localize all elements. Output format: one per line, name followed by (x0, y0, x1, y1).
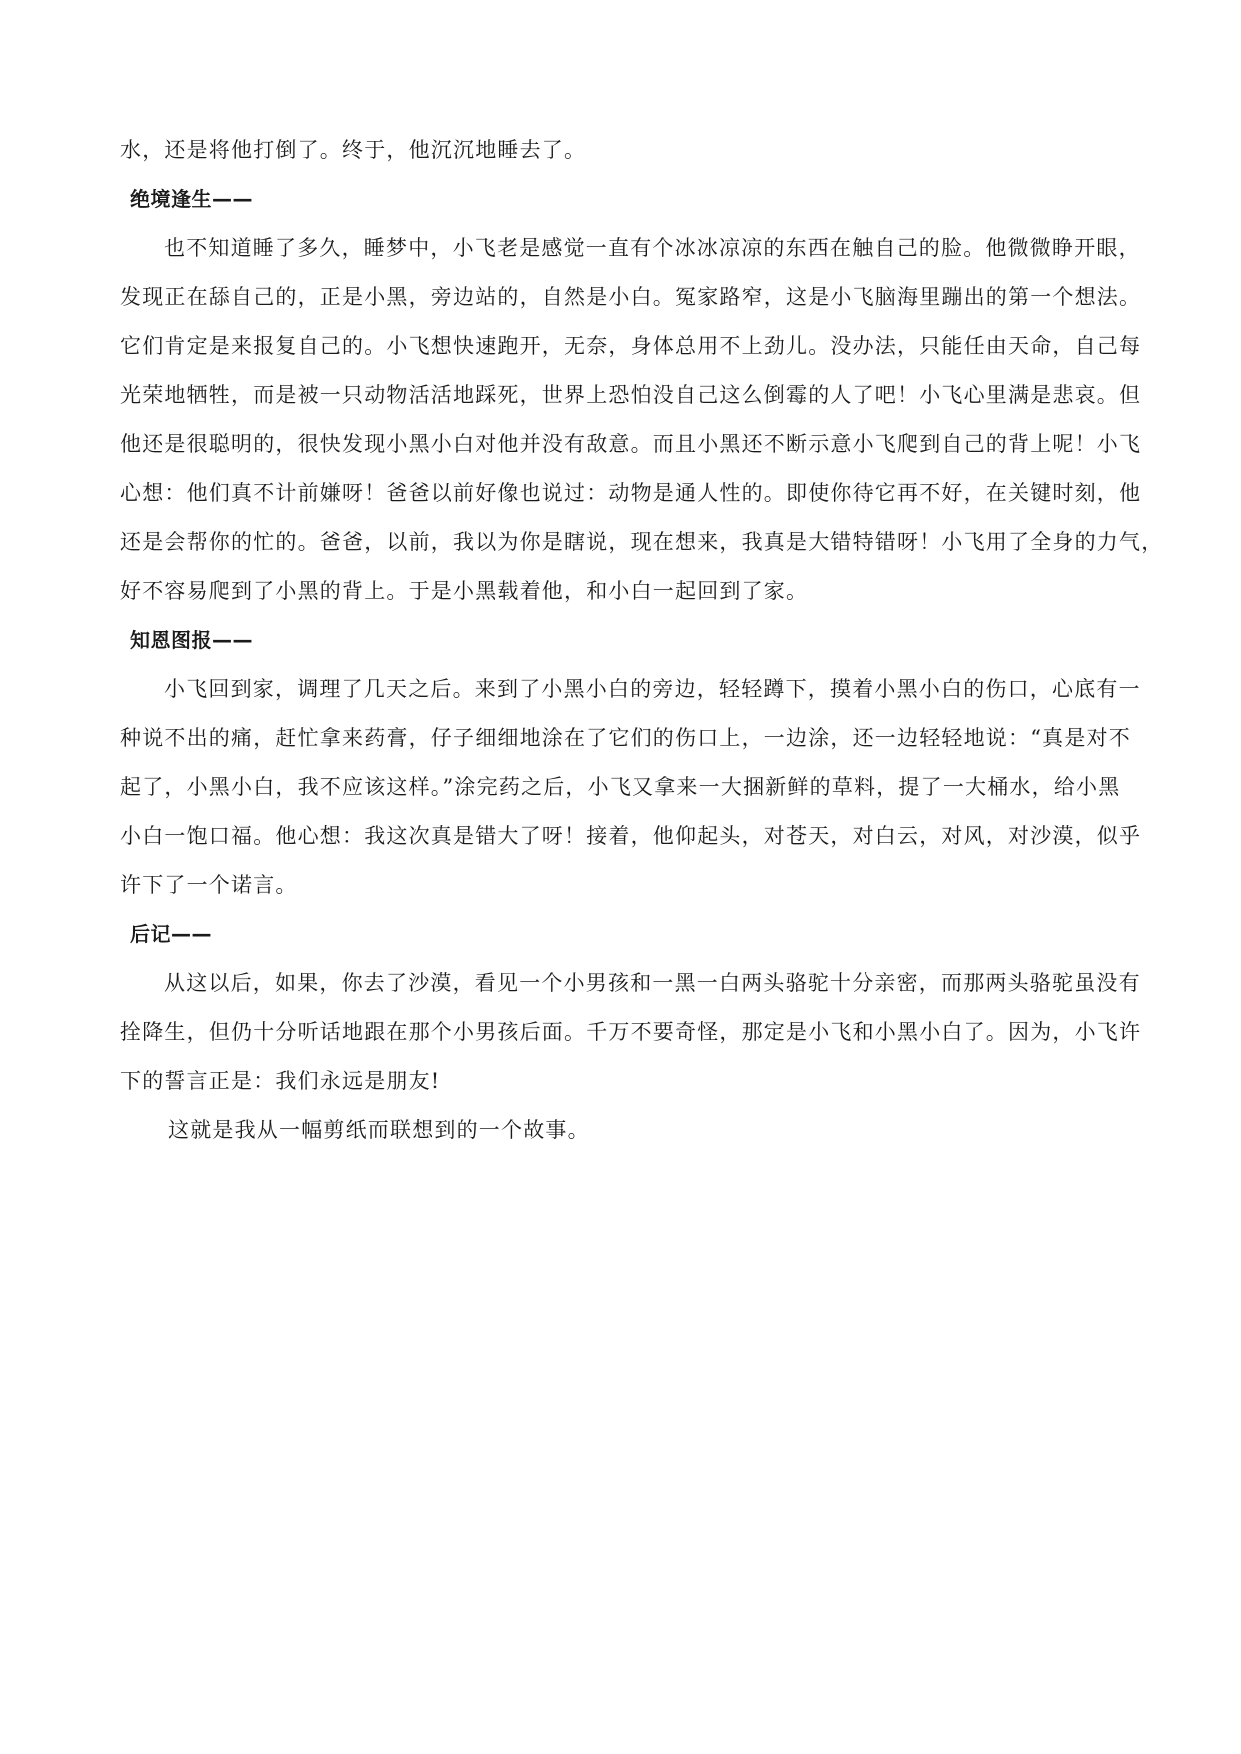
body-line: 心想：他们真不计前嫌呀！爸爸以前好像也说过：动物是通人性的。即使你待它再不好，在关键时刻，他 (120, 481, 1142, 505)
document-page (120, 126, 1164, 1155)
body-line: 光荣地牺牲，而是被一只动物活活地踩死，世界上恐怕没自己这么倒霉的人了吧！小飞心里满是悲哀。但 (120, 383, 1142, 407)
body-line: 还是会帮你的忙的。爸爸，以前，我以为你是瞎说，现在想来，我真是大错特错呀！小飞用了全身的力气， (120, 530, 1164, 554)
section-heading-zhien: 知恩图报—— (130, 628, 253, 652)
body-line: 拴降生，但仍十分听话地跟在那个小男孩后面。千万不要奇怪，那定是小飞和小黑小白了。因为，小飞许 (120, 1020, 1142, 1044)
body-line: 它们肯定是来报复自己的。小飞想快速跑开，无奈，身体总用不上劲儿。没办法，只能任由天命，自己每 (120, 334, 1142, 358)
body-line: 小白一饱口福。他心想：我这次真是错大了呀！接着，他仰起头，对苍天，对白云，对风，对沙漠，似乎 (120, 824, 1142, 848)
body-line: 许下了一个诺言。 (120, 873, 298, 897)
closing-line: 这就是我从一幅剪纸而联想到的一个故事。 (168, 1118, 590, 1142)
paragraph-first-line: 小飞回到家，调理了几天之后。来到了小黑小白的旁边，轻轻蹲下，摸着小黑小白的伤口，心底有一 (164, 677, 1141, 701)
body-line: 下的誓言正是：我们永远是朋友! (120, 1069, 441, 1093)
body-line: 种说不出的痛，赶忙拿来药膏，仔子细细地涂在了它们的伤口上，一边涂，还一边轻轻地说：“真是对不 (120, 726, 1131, 750)
section-heading-houji: 后记—— (130, 922, 212, 946)
body-line: 起了，小黑小白，我不应该这样。”涂完药之后，小飞又拿来一大捆新鲜的草料，提了一大桶水，给小黑 (120, 775, 1121, 799)
paragraph-first-line: 也不知道睡了多久，睡梦中，小飞老是感觉一直有个冰冰凉凉的东西在触自己的脸。他微微睁开眼， (164, 236, 1141, 260)
section-heading-juejing: 绝境逢生—— (130, 187, 253, 211)
body-line: 发现正在舔自己的，正是小黑，旁边站的，自然是小白。冤家路窄，这是小飞脑海里蹦出的第一个想法。 (120, 285, 1142, 309)
body-line: 水，还是将他打倒了。终于，他沉沉地睡去了。 (120, 138, 587, 162)
body-line: 他还是很聪明的，很快发现小黑小白对他并没有敌意。而且小黑还不断示意小飞爬到自己的背上呢！小飞 (120, 432, 1142, 456)
body-line: 好不容易爬到了小黑的背上。于是小黑载着他，和小白一起回到了家。 (120, 579, 809, 603)
paragraph-first-line: 从这以后，如果，你去了沙漠，看见一个小男孩和一黑一白两头骆驼十分亲密，而那两头骆驼虽没有 (164, 971, 1141, 995)
